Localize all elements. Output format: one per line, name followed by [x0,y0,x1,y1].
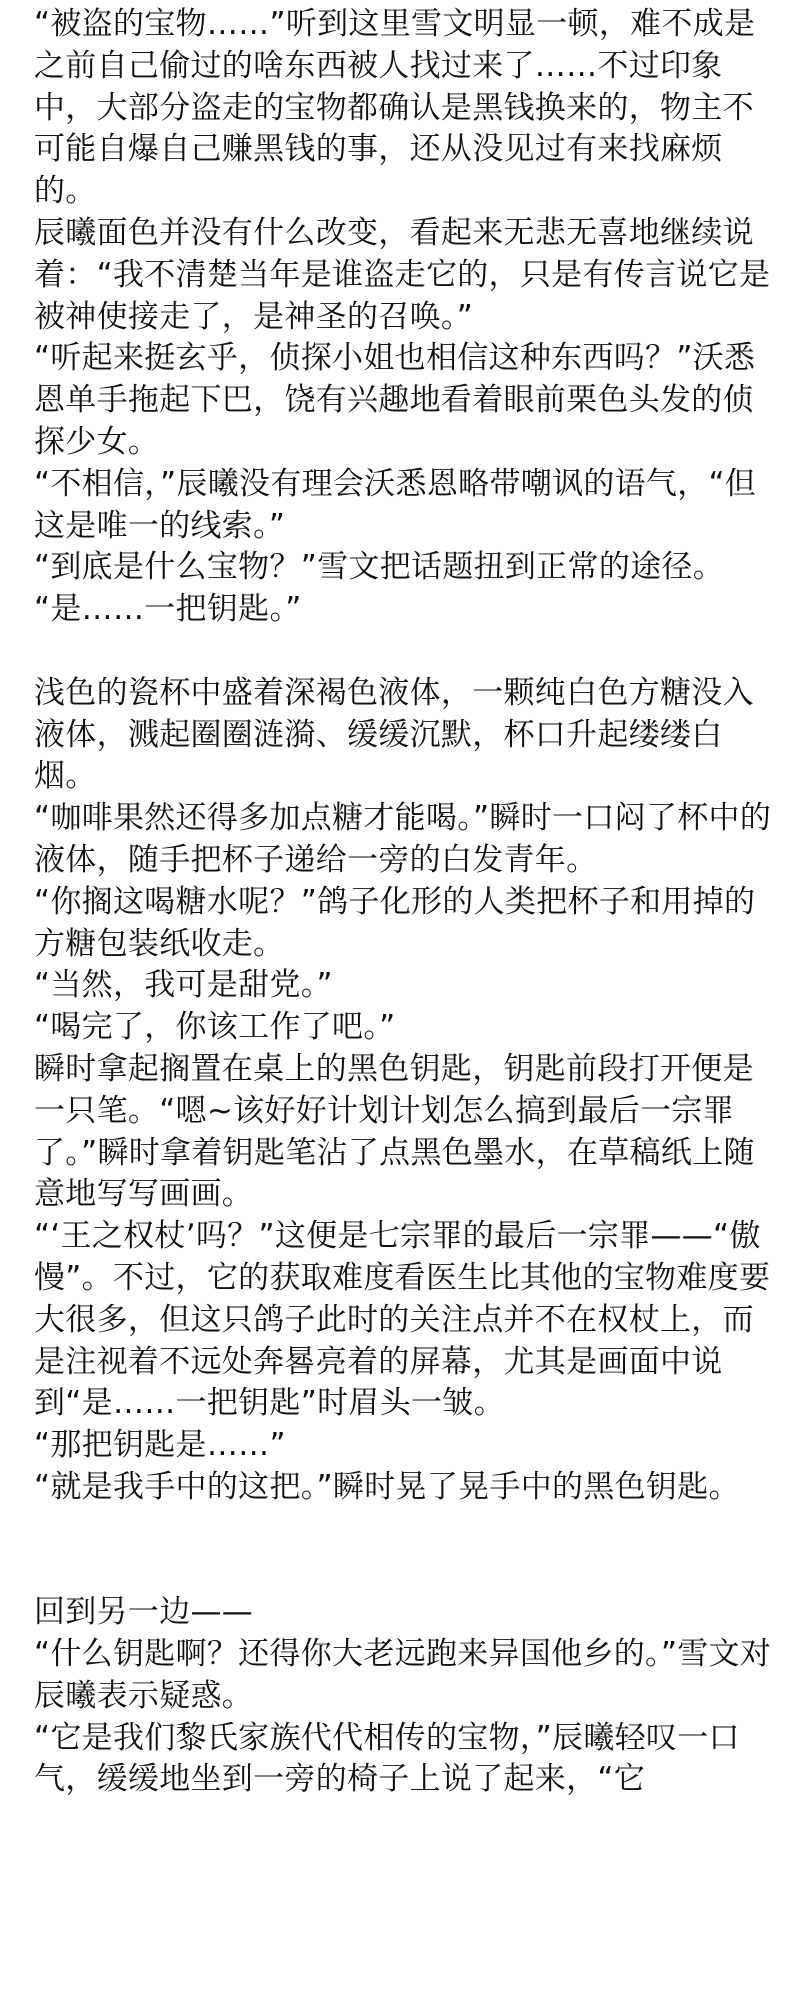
paragraph-family-treasure: “它是我们黎氏家族代代相传的宝物，”辰曦轻叹一口气，缓缓地坐到一旁的椅子上说了起来，“它 [34,1719,740,1798]
paragraph-chenxi-explains: 辰曦面色并没有什么改变，看起来无悲无喜地继续说着：“我不清楚当年是谁盗走它的，只是有传言说它是被神使接走了，是神圣的召唤。” [34,214,771,335]
paragraph-what-treasure: “到底是什么宝物？”雪文把话题扭到正常的途径。 [34,549,725,586]
document-body [34,4,778,1801]
paragraph-key-pen: 瞬时拿起搁置在桌上的黑色钥匙，钥匙前段打开便是一只笔。“嗯~该好好计划计划怎么搞到最后一宗罪了。”瞬时拿着钥匙笔沾了点黑色墨水，在草稿纸上随意地写写画画。 [34,1050,755,1213]
paragraph-that-key: “那把钥匙是……” [34,1427,286,1464]
blank-line [34,631,778,673]
paragraph-stolen-treasure: “被盗的宝物……”听到这里雪文明显一顿，难不成是之前自己偷过的啥东西被人找过来了……不过印象中，大部分盗走的宝物都确认是黑钱换来的，物主不可能自爆自己赚黑钱的事，还从没见过有来找麻烦的。 [34,6,756,210]
blank-lines [34,1509,778,1593]
paragraph-more-sugar: “咖啡果然还得多加点糖才能喝。”瞬时一口闷了杯中的液体，随手把杯子递给一旁的白发青年。 [34,800,772,878]
paragraph-sugar-water: “你搁这喝糖水呢？”鸽子化形的人类把杯子和用掉的方糖包装纸收走。 [34,883,756,962]
paragraph-this-key: “就是我手中的这把。”瞬时晃了晃手中的黑色钥匙。 [34,1468,740,1505]
paragraph-what-key: “什么钥匙啊？还得你大老远跑来异国他乡的。”雪文对辰曦表示疑惑。 [34,1636,772,1714]
paragraph-woxien-asks: “听起来挺玄乎，侦探小姐也相信这种东西吗？”沃悉恩单手拖起下巴，饶有兴趣地看着眼前栗色头发的侦探少女。 [34,340,756,460]
paragraph-coffee-cup: 浅色的瓷杯中盛着深褐色液体，一颗纯白色方糖没入液体，溅起圈圈涟漪、缓缓沉默，杯口升起缕缕白烟。 [34,674,754,795]
paragraph-not-believe: “不相信，”辰曦没有理会沃悉恩略带嘲讽的语气，“但这是唯一的线索。” [34,465,757,544]
paragraph-time-to-work: “喝完了，你该工作了吧。” [34,1009,396,1046]
paragraph-a-key: “是……一把钥匙。” [34,591,302,628]
paragraph-kings-scepter: “‘王之权杖’吗？”这便是七宗罪的最后一宗罪——“傲慢”。不过，它的获取难度看医生比其他的宝物难度要大很多，但这只鸽子此时的关注点并不在权杖上，而是注视着不远处奔晷亮着的屏幕，尤其是画面中说到“是……一把钥匙”时眉头一皱。 [34,1218,771,1422]
paragraph-sweet-lover: “当然，我可是甜党。” [34,967,333,1004]
paragraph-other-side: 回到另一边—— [34,1594,254,1631]
